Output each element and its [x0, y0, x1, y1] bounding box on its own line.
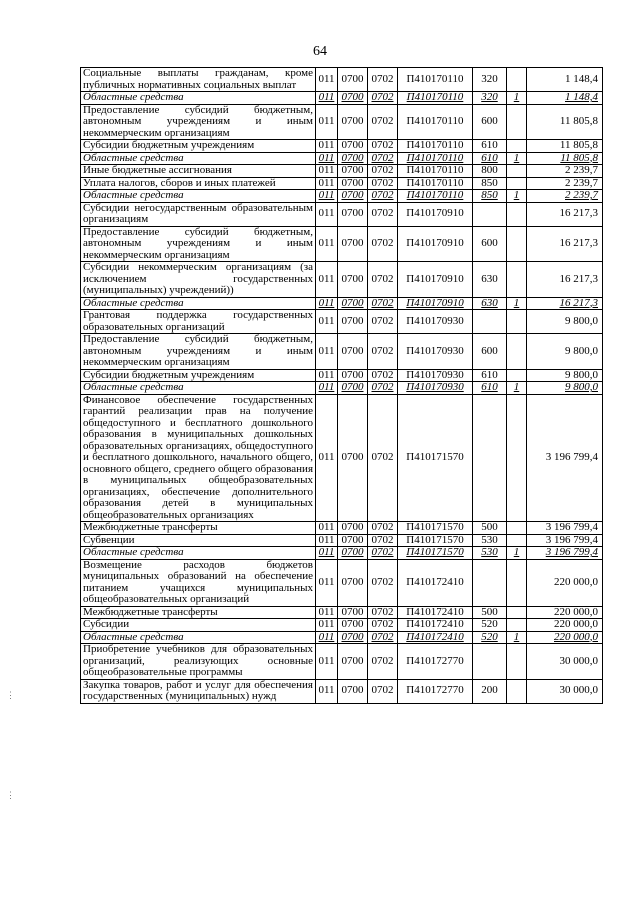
- table-row: [81, 165, 603, 178]
- col-section: 0700: [338, 679, 368, 703]
- col-subsection: 0702: [368, 619, 398, 632]
- col-admin: 011: [316, 190, 338, 203]
- col-amount: 3 196 799,4: [527, 534, 603, 547]
- table-row: [81, 606, 603, 619]
- col-section: 0700: [338, 534, 368, 547]
- row-name: Субвенции: [81, 534, 316, 547]
- row-name: Областные средства: [81, 297, 316, 310]
- col-section: 0700: [338, 262, 368, 298]
- col-subsection: 0702: [368, 679, 398, 703]
- col-target-code: П410172770: [398, 679, 473, 703]
- row-name: Областные средства: [81, 382, 316, 395]
- col-expense-type: [473, 310, 507, 334]
- col-source: 1: [507, 152, 527, 165]
- col-source: [507, 226, 527, 262]
- col-section: 0700: [338, 202, 368, 226]
- col-target-code: П410170910: [398, 297, 473, 310]
- col-admin: 011: [316, 644, 338, 680]
- col-amount: 220 000,0: [527, 559, 603, 606]
- col-admin: 011: [316, 68, 338, 92]
- col-expense-type: 320: [473, 68, 507, 92]
- col-admin: 011: [316, 382, 338, 395]
- row-name: Субсидии бюджетным учреждениям: [81, 140, 316, 153]
- col-source: 1: [507, 92, 527, 105]
- col-source: [507, 140, 527, 153]
- col-expense-type: 520: [473, 631, 507, 644]
- col-amount: 220 000,0: [527, 619, 603, 632]
- col-admin: 011: [316, 92, 338, 105]
- col-expense-type: 520: [473, 619, 507, 632]
- col-target-code: П410170110: [398, 165, 473, 178]
- table-row-regional-funds: [81, 190, 603, 203]
- budget-table: [80, 67, 603, 704]
- col-target-code: П410170910: [398, 226, 473, 262]
- col-admin: 011: [316, 606, 338, 619]
- col-admin: 011: [316, 631, 338, 644]
- col-subsection: 0702: [368, 522, 398, 535]
- col-target-code: П410171570: [398, 547, 473, 560]
- table-row-regional-funds: [81, 547, 603, 560]
- col-source: [507, 619, 527, 632]
- table-row-regional-funds: [81, 92, 603, 105]
- table-row: [81, 522, 603, 535]
- col-amount: 11 805,8: [527, 104, 603, 140]
- col-section: 0700: [338, 190, 368, 203]
- col-target-code: П410170110: [398, 177, 473, 190]
- table-row: [81, 177, 603, 190]
- row-name: Субсидии некоммерческим организациям (за исключением государственных (муниципальных) учреждений)): [81, 262, 316, 298]
- col-amount: 9 800,0: [527, 369, 603, 382]
- col-admin: 011: [316, 679, 338, 703]
- col-subsection: 0702: [368, 104, 398, 140]
- col-expense-type: 630: [473, 262, 507, 298]
- col-admin: 011: [316, 559, 338, 606]
- table-row: [81, 559, 603, 606]
- col-target-code: П410170110: [398, 140, 473, 153]
- col-section: 0700: [338, 152, 368, 165]
- col-amount: 16 217,3: [527, 297, 603, 310]
- row-name: Финансовое обеспечение государственных гарантий реализации прав на получение общедоступного и бесплатного дошкольного образования в муниципальных дошкольных образовательных организациях, общедоступного и бесплатного дошкольного, начального общего, основного общего, среднего общего образования в муниципальных общеобразовательных организациях, обеспечение дополнительного образования детей в муниципальных общеобразовательных организациях: [81, 394, 316, 522]
- table-row-regional-funds: [81, 382, 603, 395]
- col-expense-type: 600: [473, 334, 507, 370]
- col-source: [507, 165, 527, 178]
- col-source: 1: [507, 382, 527, 395]
- col-source: 1: [507, 547, 527, 560]
- col-expense-type: [473, 202, 507, 226]
- col-expense-type: 600: [473, 226, 507, 262]
- col-subsection: 0702: [368, 382, 398, 395]
- col-admin: 011: [316, 165, 338, 178]
- row-name: Областные средства: [81, 547, 316, 560]
- col-target-code: П410170910: [398, 202, 473, 226]
- col-expense-type: 200: [473, 679, 507, 703]
- table-row: [81, 619, 603, 632]
- col-target-code: П410172770: [398, 644, 473, 680]
- row-name: Грантовая поддержка государственных образовательных организаций: [81, 310, 316, 334]
- col-amount: 220 000,0: [527, 631, 603, 644]
- col-expense-type: 600: [473, 104, 507, 140]
- table-row: [81, 534, 603, 547]
- col-target-code: П410170110: [398, 190, 473, 203]
- col-target-code: П410172410: [398, 606, 473, 619]
- row-name: Субсидии негосударственным образовательным организациям: [81, 202, 316, 226]
- table-row: [81, 140, 603, 153]
- table-row: [81, 68, 603, 92]
- col-subsection: 0702: [368, 369, 398, 382]
- col-amount: 3 196 799,4: [527, 522, 603, 535]
- col-section: 0700: [338, 606, 368, 619]
- col-expense-type: 610: [473, 152, 507, 165]
- row-name: Уплата налогов, сборов и иных платежей: [81, 177, 316, 190]
- col-admin: 011: [316, 369, 338, 382]
- col-subsection: 0702: [368, 165, 398, 178]
- col-amount: 9 800,0: [527, 382, 603, 395]
- col-amount: 11 805,8: [527, 140, 603, 153]
- col-subsection: 0702: [368, 606, 398, 619]
- col-target-code: П410172410: [398, 559, 473, 606]
- col-amount: 2 239,7: [527, 190, 603, 203]
- col-admin: 011: [316, 152, 338, 165]
- table-row: [81, 202, 603, 226]
- col-target-code: П410170910: [398, 262, 473, 298]
- col-expense-type: 610: [473, 369, 507, 382]
- col-expense-type: 630: [473, 297, 507, 310]
- col-section: 0700: [338, 226, 368, 262]
- col-expense-type: 850: [473, 177, 507, 190]
- col-section: 0700: [338, 104, 368, 140]
- col-source: [507, 310, 527, 334]
- col-source: [507, 262, 527, 298]
- row-name: Межбюджетные трансферты: [81, 522, 316, 535]
- col-source: [507, 334, 527, 370]
- row-name: Социальные выплаты гражданам, кроме публичных нормативных социальных выплат: [81, 68, 316, 92]
- table-row-regional-funds: [81, 631, 603, 644]
- col-subsection: 0702: [368, 140, 398, 153]
- col-subsection: 0702: [368, 534, 398, 547]
- col-expense-type: 500: [473, 522, 507, 535]
- col-target-code: П410172410: [398, 619, 473, 632]
- table-row-regional-funds: [81, 297, 603, 310]
- col-target-code: П410170110: [398, 68, 473, 92]
- col-section: 0700: [338, 644, 368, 680]
- col-expense-type: [473, 644, 507, 680]
- row-name: Субсидии: [81, 619, 316, 632]
- col-subsection: 0702: [368, 262, 398, 298]
- col-target-code: П410170110: [398, 152, 473, 165]
- col-admin: 011: [316, 104, 338, 140]
- col-expense-type: 850: [473, 190, 507, 203]
- col-expense-type: 610: [473, 382, 507, 395]
- col-source: [507, 679, 527, 703]
- col-admin: 011: [316, 262, 338, 298]
- row-name: Областные средства: [81, 152, 316, 165]
- col-target-code: П410170110: [398, 104, 473, 140]
- col-target-code: П410170930: [398, 382, 473, 395]
- col-target-code: П410171570: [398, 534, 473, 547]
- col-admin: 011: [316, 547, 338, 560]
- col-section: 0700: [338, 140, 368, 153]
- col-source: [507, 644, 527, 680]
- col-source: [507, 202, 527, 226]
- col-amount: 16 217,3: [527, 202, 603, 226]
- table-row: [81, 394, 603, 522]
- col-source: [507, 104, 527, 140]
- col-section: 0700: [338, 559, 368, 606]
- table-row: [81, 310, 603, 334]
- col-section: 0700: [338, 619, 368, 632]
- col-subsection: 0702: [368, 547, 398, 560]
- col-amount: 11 805,8: [527, 152, 603, 165]
- row-name: Возмещение расходов бюджетов муниципальных образований на обеспечение питанием учащихся муниципальных общеобразовательных организаций: [81, 559, 316, 606]
- page-number: 64: [313, 44, 327, 59]
- table-row: [81, 226, 603, 262]
- col-admin: 011: [316, 177, 338, 190]
- table-row: [81, 644, 603, 680]
- table-row: [81, 262, 603, 298]
- col-subsection: 0702: [368, 68, 398, 92]
- col-section: 0700: [338, 522, 368, 535]
- col-expense-type: 500: [473, 606, 507, 619]
- col-subsection: 0702: [368, 152, 398, 165]
- col-expense-type: [473, 394, 507, 522]
- col-amount: 16 217,3: [527, 226, 603, 262]
- col-section: 0700: [338, 547, 368, 560]
- margin-mark: ⋮: [6, 790, 15, 800]
- col-admin: 011: [316, 619, 338, 632]
- margin-mark: ⋮: [6, 690, 15, 700]
- col-section: 0700: [338, 297, 368, 310]
- table-row: [81, 369, 603, 382]
- col-target-code: П410170930: [398, 310, 473, 334]
- col-source: [507, 606, 527, 619]
- col-admin: 011: [316, 534, 338, 547]
- row-name: Субсидии бюджетным учреждениям: [81, 369, 316, 382]
- col-amount: 1 148,4: [527, 68, 603, 92]
- col-amount: 16 217,3: [527, 262, 603, 298]
- col-amount: 9 800,0: [527, 334, 603, 370]
- col-subsection: 0702: [368, 177, 398, 190]
- row-name: Областные средства: [81, 190, 316, 203]
- col-source: [507, 177, 527, 190]
- row-name: Межбюджетные трансферты: [81, 606, 316, 619]
- col-section: 0700: [338, 382, 368, 395]
- row-name: Предоставление субсидий бюджетным, автономным учреждениям и иным некоммерческим организациям: [81, 334, 316, 370]
- col-expense-type: 530: [473, 534, 507, 547]
- row-name: Областные средства: [81, 631, 316, 644]
- col-source: [507, 534, 527, 547]
- col-amount: 30 000,0: [527, 644, 603, 680]
- col-admin: 011: [316, 310, 338, 334]
- col-source: 1: [507, 190, 527, 203]
- col-expense-type: 800: [473, 165, 507, 178]
- col-admin: 011: [316, 394, 338, 522]
- col-subsection: 0702: [368, 310, 398, 334]
- table-row: [81, 104, 603, 140]
- col-section: 0700: [338, 334, 368, 370]
- col-subsection: 0702: [368, 297, 398, 310]
- col-expense-type: 320: [473, 92, 507, 105]
- col-source: 1: [507, 631, 527, 644]
- col-subsection: 0702: [368, 334, 398, 370]
- col-section: 0700: [338, 177, 368, 190]
- col-amount: 220 000,0: [527, 606, 603, 619]
- budget-table-body: [81, 68, 603, 704]
- col-admin: 011: [316, 140, 338, 153]
- col-subsection: 0702: [368, 631, 398, 644]
- col-amount: 9 800,0: [527, 310, 603, 334]
- col-amount: 3 196 799,4: [527, 394, 603, 522]
- row-name: Предоставление субсидий бюджетным, автономным учреждениям и иным некоммерческим организациям: [81, 226, 316, 262]
- row-name: Областные средства: [81, 92, 316, 105]
- table-row: [81, 334, 603, 370]
- col-subsection: 0702: [368, 190, 398, 203]
- col-target-code: П410171570: [398, 394, 473, 522]
- col-subsection: 0702: [368, 202, 398, 226]
- col-subsection: 0702: [368, 226, 398, 262]
- row-name: Иные бюджетные ассигнования: [81, 165, 316, 178]
- row-name: Закупка товаров, работ и услуг для обеспечения государственных (муниципальных) нужд: [81, 679, 316, 703]
- col-source: [507, 522, 527, 535]
- col-amount: 30 000,0: [527, 679, 603, 703]
- col-target-code: П410172410: [398, 631, 473, 644]
- col-source: [507, 394, 527, 522]
- col-expense-type: 610: [473, 140, 507, 153]
- col-admin: 011: [316, 297, 338, 310]
- col-subsection: 0702: [368, 559, 398, 606]
- table-row-regional-funds: [81, 152, 603, 165]
- col-section: 0700: [338, 92, 368, 105]
- col-amount: 3 196 799,4: [527, 547, 603, 560]
- col-amount: 1 148,4: [527, 92, 603, 105]
- col-subsection: 0702: [368, 92, 398, 105]
- col-source: [507, 559, 527, 606]
- col-section: 0700: [338, 165, 368, 178]
- col-expense-type: 530: [473, 547, 507, 560]
- col-subsection: 0702: [368, 394, 398, 522]
- col-target-code: П410171570: [398, 522, 473, 535]
- col-section: 0700: [338, 394, 368, 522]
- col-subsection: 0702: [368, 644, 398, 680]
- col-section: 0700: [338, 369, 368, 382]
- row-name: Приобретение учебников для образовательных организаций, реализующих основные общеобразовательные программы: [81, 644, 316, 680]
- table-row: [81, 679, 603, 703]
- col-section: 0700: [338, 310, 368, 334]
- col-source: [507, 369, 527, 382]
- col-target-code: П410170930: [398, 369, 473, 382]
- col-source: 1: [507, 297, 527, 310]
- col-section: 0700: [338, 631, 368, 644]
- col-target-code: П410170930: [398, 334, 473, 370]
- col-section: 0700: [338, 68, 368, 92]
- col-admin: 011: [316, 522, 338, 535]
- row-name: Предоставление субсидий бюджетным, автономным учреждениям и иным некоммерческим организациям: [81, 104, 316, 140]
- col-amount: 2 239,7: [527, 177, 603, 190]
- col-expense-type: [473, 559, 507, 606]
- col-source: [507, 68, 527, 92]
- col-admin: 011: [316, 226, 338, 262]
- col-target-code: П410170110: [398, 92, 473, 105]
- col-amount: 2 239,7: [527, 165, 603, 178]
- col-admin: 011: [316, 202, 338, 226]
- col-admin: 011: [316, 334, 338, 370]
